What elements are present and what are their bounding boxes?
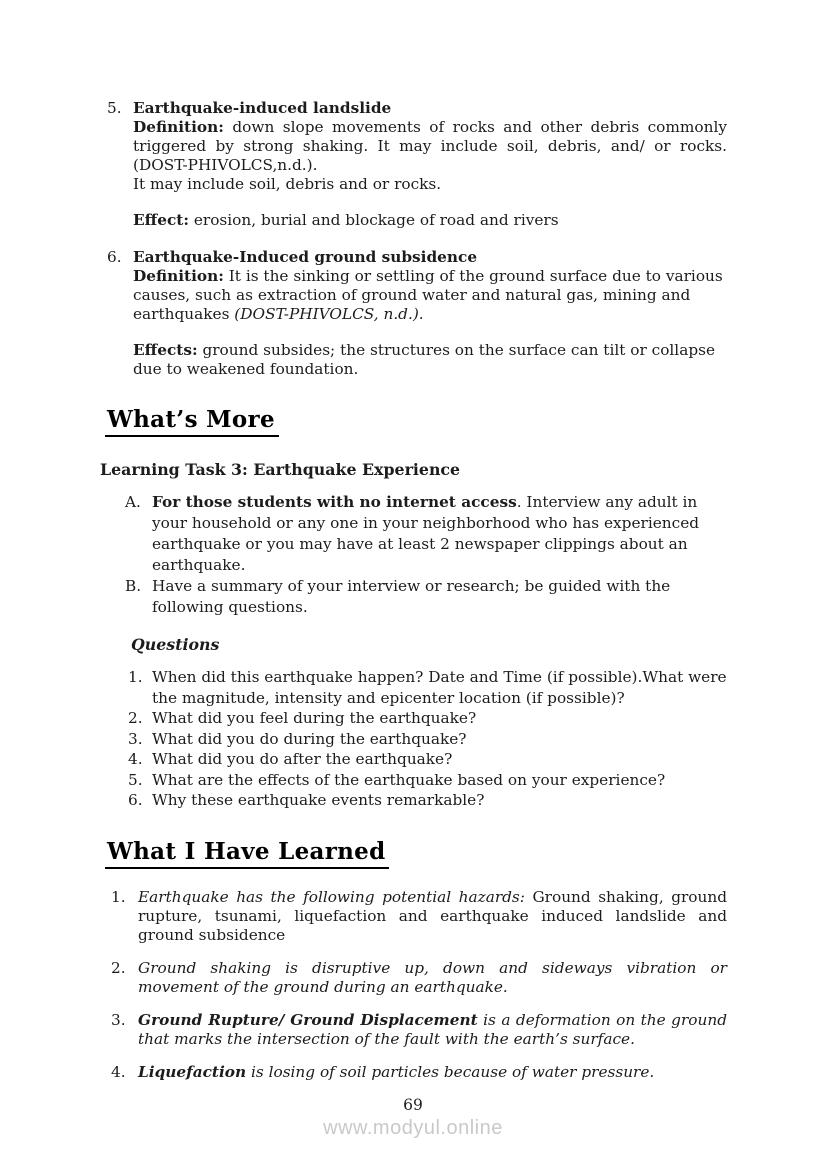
list-number: 3. — [111, 1010, 126, 1029]
list-number: 5. — [128, 770, 143, 789]
list-number: 3. — [128, 729, 143, 748]
questions-list — [107, 667, 727, 811]
question-item — [128, 770, 727, 791]
definition-citation: (DOST-PHIVOLCS, n.d.). — [234, 305, 424, 323]
learned-lead-bold-italic: Ground Rupture/ Ground Displacement — [138, 1010, 478, 1029]
question-text: What did you feel during the earthquake? — [152, 709, 477, 727]
learning-task-title: Learning Task 3: Earthquake Experience — [100, 460, 461, 479]
learned-item-hazards — [111, 888, 727, 945]
list-number: 1. — [128, 668, 143, 686]
list-number: 2. — [111, 958, 126, 977]
learned-text — [138, 1011, 727, 1049]
definition-label: Definition: — [133, 118, 224, 136]
task-options-list — [107, 492, 727, 618]
list-number: 6. — [107, 248, 122, 266]
question-item — [128, 749, 727, 770]
option-text — [152, 492, 727, 576]
effect-label: Effect: — [133, 211, 189, 229]
option-text: Have a summary of your interview or research; be guided with the following questions. — [152, 577, 671, 616]
hazard-item-content — [133, 248, 727, 379]
effect-text: erosion, burial and blockage of road and rivers — [188, 211, 559, 229]
hazard-title: Earthquake-induced landslide — [133, 99, 392, 117]
question-text: When did this earthquake happen? Date and Time (if possible).What were the magnitude, intensity and epicenter location (if possible)? — [152, 668, 727, 707]
learned-text — [138, 888, 727, 945]
learned-rest-text: Ground shaking, ground rupture, tsunami, liquefaction and earthquake induced landslide and ground subsidence — [138, 887, 728, 944]
list-number: 1. — [111, 887, 126, 906]
effect-label: Effects: — [133, 341, 198, 359]
hazard-note: It may include soil, debris and or rocks. — [133, 175, 442, 193]
learned-item-ground-rupture — [111, 1011, 727, 1049]
list-number: 5. — [107, 99, 122, 117]
what-i-have-learned-heading: What I Have Learned — [105, 838, 727, 869]
question-text: What did you do after the earthquake? — [152, 750, 453, 768]
list-letter: B. — [125, 577, 142, 595]
list-number: 4. — [128, 750, 143, 768]
hazard-item-ground-subsidence — [107, 248, 727, 379]
task-option-b — [125, 576, 727, 618]
definition-text: down slope movements of rocks and other debris commonly triggered by strong shaking. It may include soil, debris, and/ or rocks. (DOST-PHIVOLCS,n.d.). — [133, 118, 727, 174]
hazard-item-content — [133, 99, 727, 230]
definition-label: Definition: — [133, 267, 224, 285]
question-text: What did you do during the earthquake? — [152, 729, 467, 748]
whats-more-heading: What’s More — [105, 406, 727, 437]
effect-text: ground subsides; the structures on the surface can tilt or collapse due to weakened foundation. — [133, 341, 716, 378]
list-letter: A. — [125, 493, 141, 511]
learned-rest-italic: is losing of soil particles because of water pressure. — [246, 1062, 655, 1081]
page-number: 69 — [403, 1096, 423, 1114]
learned-item-liquefaction — [111, 1063, 727, 1082]
hazard-title: Earthquake-Induced ground subsidence — [133, 248, 478, 266]
learned-lead-italic: Earthquake has the following potential hazards: — [138, 887, 525, 906]
learned-text — [138, 1063, 727, 1082]
hazard-definition — [133, 118, 727, 175]
question-text: What are the effects of the earthquake based on your experience? — [152, 770, 666, 789]
hazard-item-landslide — [107, 99, 727, 230]
question-item — [128, 667, 727, 708]
list-number: 6. — [128, 791, 143, 809]
list-number: 4. — [111, 1062, 126, 1081]
hazard-effect — [133, 341, 727, 379]
question-item — [128, 708, 727, 729]
hazard-definition — [133, 267, 727, 324]
questions-heading: Questions — [131, 635, 220, 654]
definition-text: It is the sinking or settling of the ground surface due to various causes, such as extraction of ground water and natural gas, mining and earthquakes — [133, 267, 723, 323]
learned-item-ground-shaking — [111, 959, 727, 997]
question-item — [128, 790, 727, 811]
learned-text: Ground shaking is disruptive up, down and sideways vibration or movement of the ground during an earthquake. — [138, 958, 727, 996]
task-option-a — [125, 492, 727, 576]
learned-lead-bold-italic: Liquefaction — [138, 1062, 247, 1081]
learned-list — [107, 888, 727, 1082]
option-lead-bold: For those students with no internet access — [152, 493, 517, 511]
question-text: Why these earthquake events remarkable? — [152, 791, 485, 809]
hazard-effect — [133, 211, 727, 230]
option-rest-text: . Interview any adult in your household or any one in your neighborhood who has experienced earthquake or you may have at least 2 newspaper clippings about an earthquake. — [152, 493, 700, 574]
list-number: 2. — [128, 709, 143, 727]
watermark-text: www.modyul.online — [323, 1117, 503, 1139]
question-item — [128, 729, 727, 750]
learned-rest-italic: is a deformation on the ground that marks the intersection of the fault with the earth’s surface. — [138, 1010, 727, 1048]
